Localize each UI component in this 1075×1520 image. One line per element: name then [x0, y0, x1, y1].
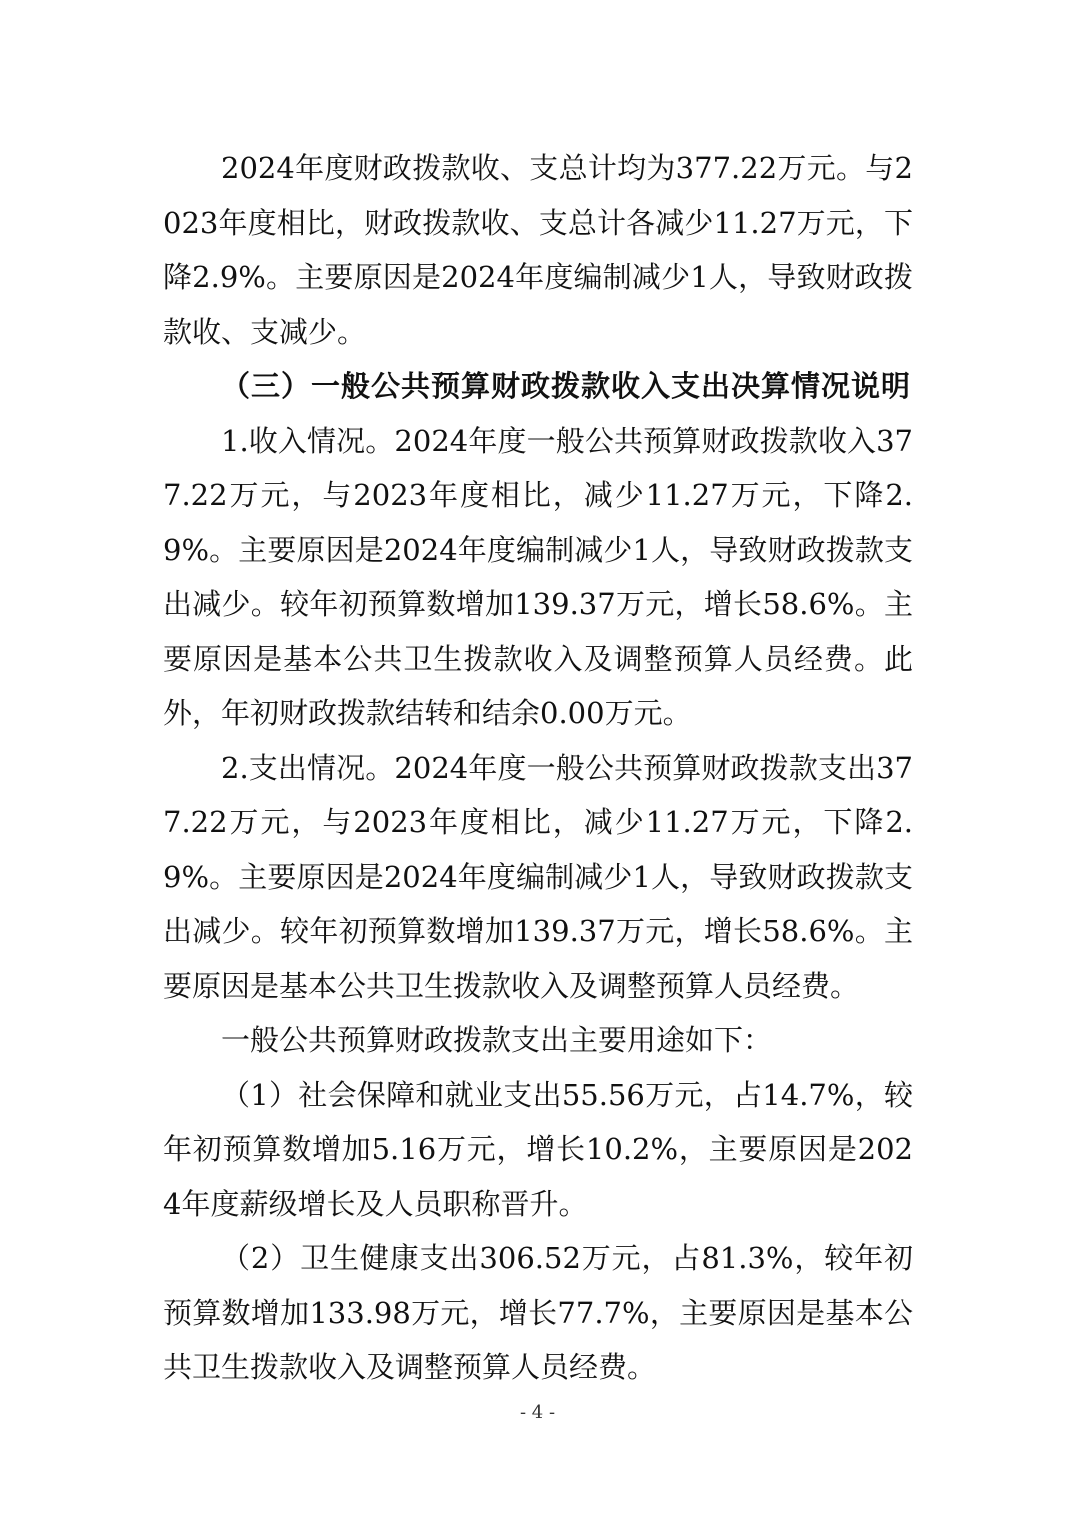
list-item-health: （2）卫生健康支出306.52万元，占81.3%，较年初预算数增加133.98万元，增长77.7%，主要原因是基本公共卫生拨款收入及调整预算人员经费。	[163, 1241, 913, 1384]
paragraph-expense: 2.支出情况。2024年度一般公共预算财政拨款支出377.22万元，与2023年度相比，减少11.27万元，下降2.9%。主要原因是2024年度编制减少1人，导致财政拨款支出减少。较年初预算数增加139.37万元，增长58.6%。主要原因是基本公共卫生拨款收入及调整预算人员经费。	[163, 750, 913, 1003]
list-item-social-security: （1）社会保障和就业支出55.56万元，占14.7%，较年初预算数增加5.16万元，增长10.2%，主要原因是2024年度薪级增长及人员职称晋升。	[163, 1077, 913, 1221]
paragraph-usage-intro: 一般公共预算财政拨款支出主要用途如下：	[221, 1023, 773, 1057]
paragraph-income: 1.收入情况。2024年度一般公共预算财政拨款收入377.22万元，与2023年度相比，减少11.27万元，下降2.9%。主要原因是2024年度编制减少1人，导致财政拨款支出减少。较年初预算数增加139.37万元，增长58.6%。主要原因是基本公共卫生拨款收入及调整预算人员经费。此外，年初财政拨款结转和结余0.00万元。	[163, 423, 913, 730]
page-number: - 4 -	[519, 1402, 556, 1423]
paragraph-fiscal-total: 2024年度财政拨款收、支总计均为377.22万元。与2023年度相比，财政拨款收、支总计各减少11.27万元，下降2.9%。主要原因是2024年度编制减少1人，导致财政拨款收、支减少。	[163, 151, 913, 349]
section-heading-3: （三）一般公共预算财政拨款收入支出决算情况说明	[221, 369, 912, 403]
document-body	[163, 141, 913, 1395]
